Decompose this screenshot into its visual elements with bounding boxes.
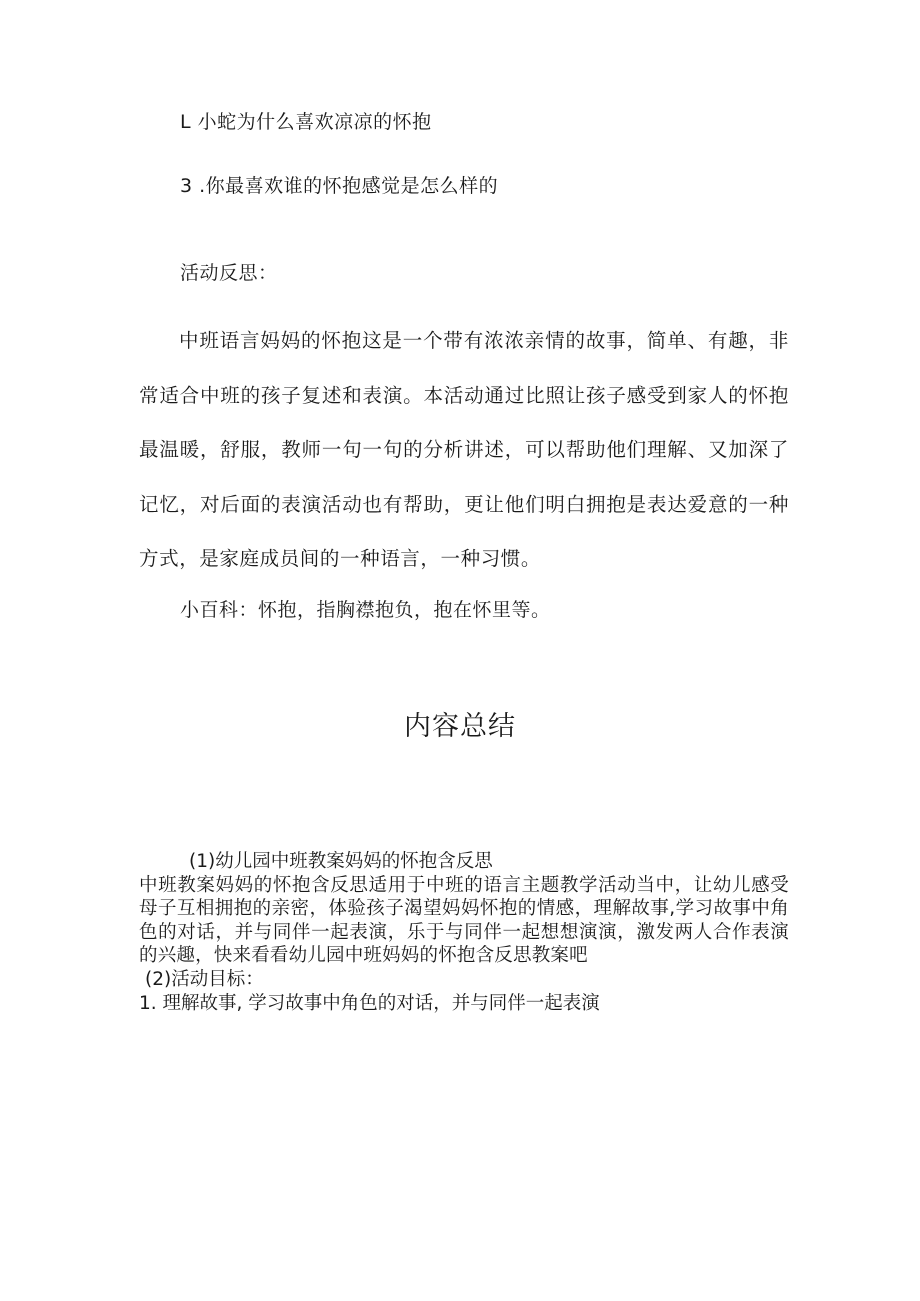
question-1: L 小蛇为什么喜欢凉凉的怀抱 bbox=[180, 111, 432, 133]
summary-title: 内容总结 bbox=[404, 711, 516, 742]
summary-item-1-heading: (1)幼儿园中班教案妈妈的怀抱含反思 bbox=[189, 851, 493, 872]
summary-block bbox=[139, 850, 789, 1015]
question-3: 3 .你最喜欢谁的怀抱感觉是怎么样的 bbox=[180, 175, 499, 197]
reflection-heading: 活动反思： bbox=[180, 262, 278, 284]
encyclopedia-note: 小百科：怀抱，指胸襟抱负，抱在怀里等。 bbox=[180, 599, 551, 621]
reflection-paragraph: 中班语言妈妈的怀抱这是一个带有浓浓亲情的故事，简单、有趣，非常适合中班的孩子复述和表演。本活动通过比照让孩子感受到家人的怀抱最温暖，舒服，教师一句一句的分析讲述，可以帮助他们理解、又加深了记忆，对后面的表演活动也有帮助，更让他们明白拥抱是表达爱意的一种方式，是家庭成员间的一种语言，一种习惯。 bbox=[139, 329, 789, 570]
summary-goal-1: 1. 理解故事, 学习故事中角色的对话，并与同伴一起表演 bbox=[139, 992, 600, 1014]
summary-item-2-heading: (2)活动目标： bbox=[145, 968, 264, 990]
summary-item-1-body: 中班教案妈妈的怀抱含反思适用于中班的语言主题教学活动当中，让幼儿感受母子互相拥抱的亲密，体验孩子渴望妈妈怀抱的情感，理解故事,学习故事中角色的对话，并与同伴一起表演，乐于与同伴一起想想演演，激发两人合作表演的兴趣，快来看看幼儿园中班妈妈的怀抱含反思教案吧 bbox=[139, 874, 789, 967]
